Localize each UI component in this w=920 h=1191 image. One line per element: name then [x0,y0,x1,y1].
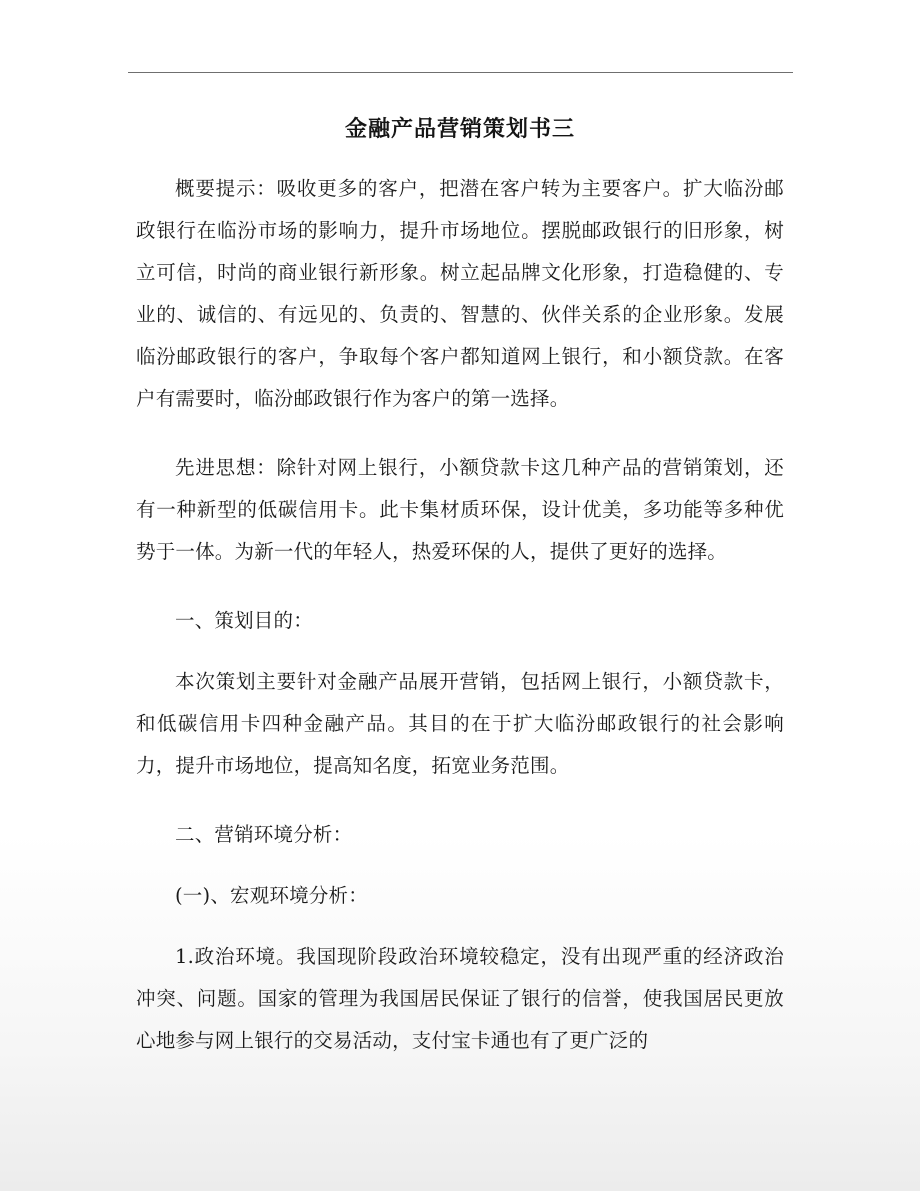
document-title: 金融产品营销策划书三 [344,116,575,142]
section-heading-purpose: 一、策划目的： [175,609,313,632]
paragraph-purpose: 本次策划主要针对金融产品展开营销，包括网上银行，小额贷款卡，和低碳信用卡四种金融产品。其目的在于扩大临汾邮政银行的社会影响力，提升市场地位，提高知名度，拓宽业务范围。 [136,670,784,777]
paragraph-summary: 概要提示：吸收更多的客户，把潜在客户转为主要客户。扩大临汾邮政银行在临汾市场的影响力，提升市场地位。摆脱邮政银行的旧形象，树立可信，时尚的商业银行新形象。树立起品牌文化形象，打造稳健的、专业的、诚信的、有远见的、负责的、智慧的、伙伴关系的企业形象。发展临汾邮政银行的客户，争取每个客户都知道网上银行，和小额贷款。在客户有需要时，临汾邮政银行作为客户的第一选择。 [136,177,784,410]
paragraph-advanced-idea: 先进思想：除针对网上银行，小额贷款卡这几种产品的营销策划，还有一种新型的低碳信用卡。此卡集材质环保，设计优美，多功能等多种优势于一体。为新一代的年轻人，热爱环保的人，提供了更好的选择。 [136,456,784,563]
document-body [136,168,784,1089]
subsection-heading-macro: (一)、宏观环境分析： [175,884,368,907]
header-rule [128,72,793,73]
section-heading-environment: 二、营销环境分析： [175,823,353,846]
paragraph-political-environment: 1.政治环境。我国现阶段政治环境较稳定，没有出现严重的经济政治冲突、问题。国家的管理为我国居民保证了银行的信誉，使我国居民更放心地参与网上银行的交易活动，支付宝卡通也有了更广泛的 [136,945,784,1052]
